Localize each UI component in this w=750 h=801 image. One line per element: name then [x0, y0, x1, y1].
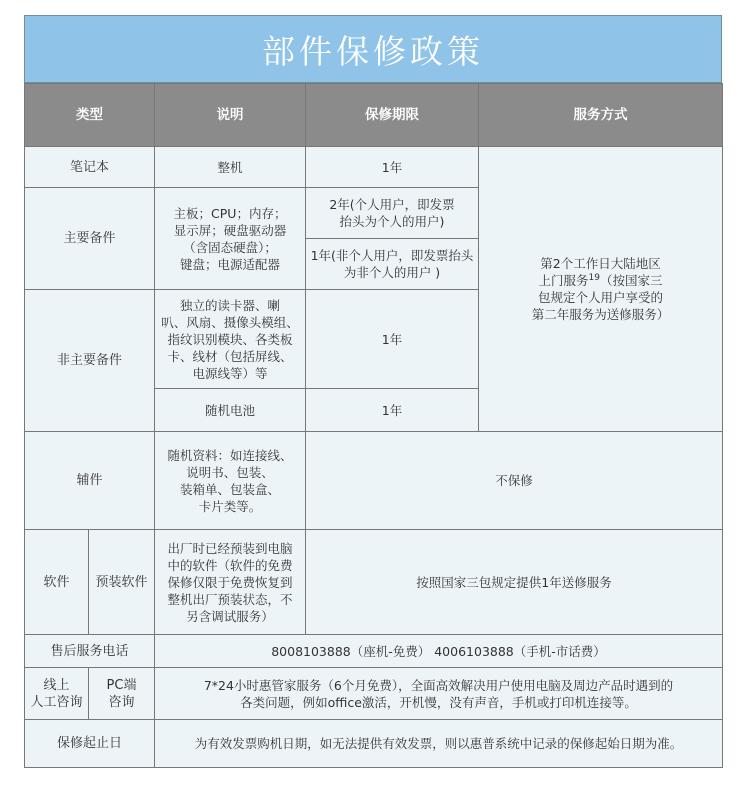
minor-parts-period: 1年: [306, 290, 479, 389]
battery-desc: 随机电池: [155, 389, 306, 432]
header-type: 类型: [25, 84, 155, 147]
software-subtype: 预装软件: [89, 530, 155, 635]
service-line-4: 第二年服务为送修服务）: [531, 307, 670, 322]
header-row: [25, 84, 723, 147]
software-policy: 按照国家三包规定提供1年送修服务: [306, 530, 723, 635]
header-description: 说明: [155, 84, 306, 147]
header-service: 服务方式: [479, 84, 723, 147]
table-row: [25, 530, 723, 635]
minor-parts-type: 非主要备件: [25, 290, 155, 432]
service-line-1: 第2个工作日大陆地区: [540, 256, 661, 271]
online-sublabel: PC端 咨询: [89, 668, 155, 720]
main-parts-desc: 主板；CPU；内存； 显示屏；硬盘驱动器 （含固态硬盘）； 键盘；电源适配器: [155, 188, 306, 290]
hotline-value: 8008103888（座机-免费） 4006103888（手机-市话费）: [155, 635, 723, 668]
minor-parts-desc: 独立的读卡器、喇 叭、风扇、摄像头模组、 指纹识别模块、各类板 卡、线材（包括屏线、 电源线等）等: [155, 290, 306, 389]
battery-period: 1年: [306, 389, 479, 432]
table-row: [25, 147, 723, 188]
main-parts-period-business: 1年(非个人用户，即发票抬头 为非个人的用户 ): [306, 239, 479, 290]
main-parts-period-personal: 2年(个人用户，即发票 抬头为个人的用户): [306, 188, 479, 239]
page-title: 部件保修政策: [262, 31, 484, 71]
software-desc: 出厂时已经预装到电脑 中的软件（软件的免费 保修仅限于免费恢复到 整机出厂预装状态，不 另含调试服务）: [155, 530, 306, 635]
notebook-desc: 整机: [155, 147, 306, 188]
online-value: 7*24小时惠管家服务（6个月免费），全面高效解决用户使用电脑及周边产品时遇到的 各类问题，例如office激活，开机慢，没有声音，手机或打印机连接等。: [155, 668, 723, 720]
start-date-value: 为有效发票购机日期，如无法提供有效发票，则以惠普系统中记录的保修起始日期为准。: [155, 720, 723, 768]
accessories-desc: 随机资料：如连接线、 说明书、包装、 装箱单、包装盒、 卡片类等。: [155, 432, 306, 530]
header-period: 保修期限: [306, 84, 479, 147]
online-label: 线上 人工咨询: [25, 668, 89, 720]
service-line-3: 包规定个人用户享受的: [537, 290, 663, 305]
table-row: [25, 432, 723, 530]
main-parts-type: 主要备件: [25, 188, 155, 290]
hotline-label: 售后服务电话: [25, 635, 155, 668]
warranty-sheet: [24, 15, 722, 768]
warranty-table: [24, 83, 723, 768]
service-line-2-prefix: 上门服务: [538, 273, 589, 288]
table-row: [25, 668, 723, 720]
title-bar: [24, 15, 722, 83]
start-date-label: 保修起止日: [25, 720, 155, 768]
notebook-period: 1年: [306, 147, 479, 188]
table-row: [25, 635, 723, 668]
accessories-type: 辅件: [25, 432, 155, 530]
accessories-policy: 不保修: [306, 432, 723, 530]
table-row: [25, 720, 723, 768]
service-line-2-suffix: （按国家三: [599, 273, 663, 288]
notebook-type: 笔记本: [25, 147, 155, 188]
footnote-marker: 19: [588, 272, 600, 283]
software-type: 软件: [25, 530, 89, 635]
service-method-cell: [479, 147, 723, 432]
